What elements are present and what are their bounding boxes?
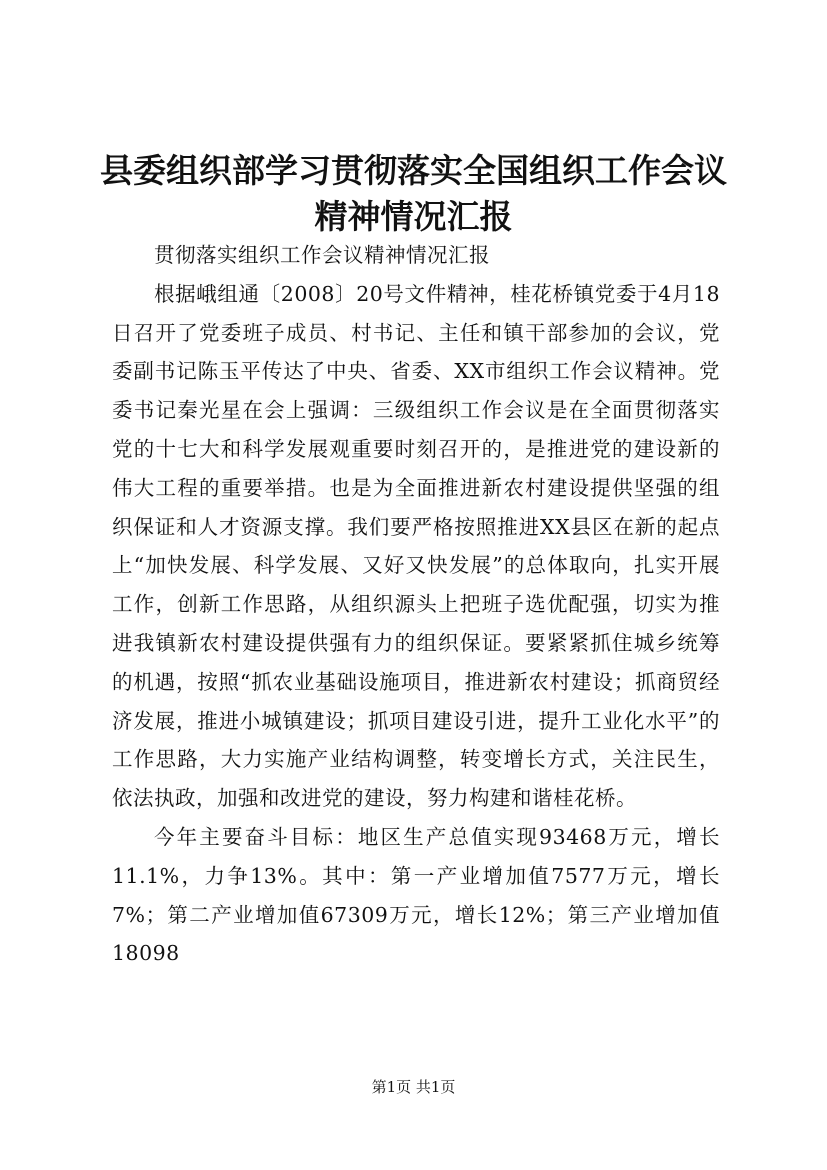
document-body bbox=[112, 236, 720, 973]
body-paragraph: 根据峨组通〔2008〕20号文件精神，桂花桥镇党委于4月18日召开了党委班子成员、村书记、主任和镇干部参加的会议，党委副书记陈玉平传达了中央、省委、XX市组织工作会议精神。党委书记秦光星在会上强调：三级组织工作会议是在全面贯彻落实党的十七大和科学发展观重要时刻召开的，是推进党的建设新的伟大工程的重要举措。也是为全面推进新农村建设提供坚强的组织保证和人才资源支撑。我们要严格按照推进XX县区在新的起点上“加快发展、科学发展、又好又快发展”的总体取向，扎实开展工作，创新工作思路，从组织源头上把班子选优配强，切实为推进我镇新农村建设提供强有力的组织保证。要紧紧抓住城乡统筹的机遇，按照“抓农业基础设施项目，推进新农村建设；抓商贸经济发展，推进小城镇建设；抓项目建设引进，提升工业化水平”的工作思路，大力实施产业结构调整，转变增长方式，关注民生，依法执政，加强和改进党的建设，努力构建和谐桂花桥。 bbox=[112, 281, 720, 811]
document-title: 县委组织部学习贯彻落实全国组织工作会议精神情况汇报 bbox=[100, 151, 727, 236]
body-paragraph: 今年主要奋斗目标：地区生产总值实现93468万元，增长11.1%，力争13%。其中：第一产业增加值7577万元，增长7%；第二产业增加值67309万元，增长12%；第三产业增加值18098 bbox=[112, 824, 720, 966]
page-footer: 第1页 共1页 bbox=[371, 1078, 456, 1096]
subtitle-paragraph: 贯彻落实组织工作会议精神情况汇报 bbox=[154, 243, 491, 267]
